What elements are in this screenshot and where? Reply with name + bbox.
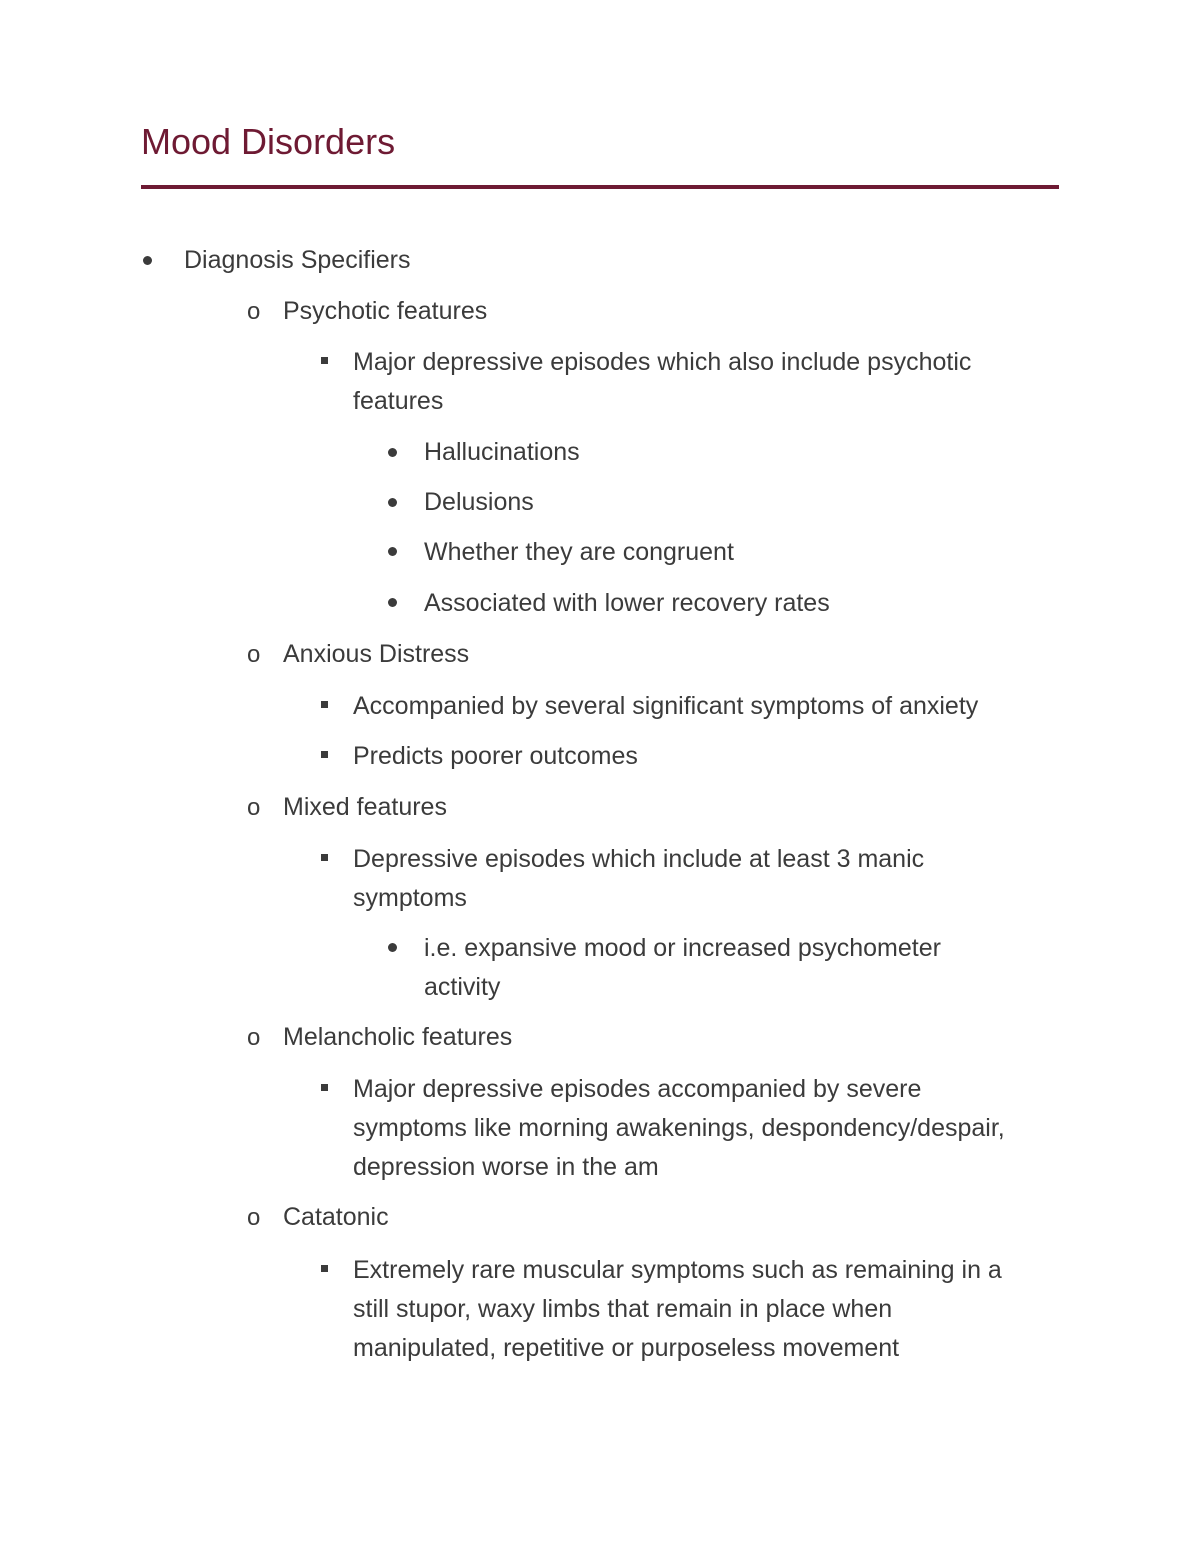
bullet-square-icon: [321, 1084, 328, 1091]
bullet-dot-icon: [388, 547, 397, 556]
catatonic-description-line: Extremely rare muscular symptoms such as remaining in a: [353, 1256, 1002, 1284]
melancholic-description-line: symptoms like morning awakenings, despondency/despair,: [353, 1114, 1005, 1142]
bullet-circle-icon: o: [247, 641, 261, 668]
bullet-square-icon: [321, 357, 328, 364]
mixed-description-line: Depressive episodes which include at least 3 manic: [353, 845, 925, 873]
catatonic-description-line: still stupor, waxy limbs that remain in place when: [353, 1295, 893, 1323]
bullet-dot-icon: [388, 498, 397, 507]
mixed-description-line: symptoms: [353, 884, 467, 912]
outline-heading: Diagnosis Specifiers: [184, 246, 411, 274]
catatonic-description-line: manipulated, repetitive or purposeless movement: [353, 1334, 900, 1362]
specifier-label-anxious: Anxious Distress: [283, 640, 470, 668]
bullet-square-icon: [321, 751, 328, 758]
bullet-circle-icon: o: [247, 298, 261, 325]
specifier-label-mixed: Mixed features: [283, 793, 447, 821]
bullet-square-icon: [321, 701, 328, 708]
bullet-circle-icon: o: [247, 1024, 261, 1051]
bullet-dot-icon: [388, 598, 397, 607]
page-title: Mood Disorders: [141, 121, 396, 162]
bullet-square-icon: [321, 1265, 328, 1272]
bullet-circle-icon: o: [247, 1204, 261, 1231]
bullet-dot-icon: [388, 943, 397, 952]
psychotic-description-line: features: [353, 387, 444, 415]
specifier-label-catatonic: Catatonic: [283, 1203, 389, 1231]
psychotic-description-line: Major depressive episodes which also include psychotic: [353, 348, 972, 376]
psychotic-item: Delusions: [424, 488, 534, 516]
mixed-example-line: activity: [424, 973, 501, 1001]
bullet-square-icon: [321, 854, 328, 861]
bullet-dot-icon: [388, 448, 397, 457]
specifier-label-psychotic: Psychotic features: [283, 297, 488, 325]
psychotic-item: Hallucinations: [424, 438, 580, 466]
psychotic-item: Whether they are congruent: [424, 538, 734, 566]
bullet-circle-icon: o: [247, 794, 261, 821]
mixed-example-line: i.e. expansive mood or increased psychometer: [424, 934, 941, 962]
anxious-item: Accompanied by several significant symptoms of anxiety: [353, 692, 979, 720]
psychotic-item: Associated with lower recovery rates: [424, 589, 830, 617]
bullet-dot-icon: [143, 256, 152, 265]
specifier-label-melancholic: Melancholic features: [283, 1023, 513, 1051]
title-underline-divider: [141, 185, 1059, 189]
melancholic-description-line: depression worse in the am: [353, 1153, 659, 1181]
anxious-item: Predicts poorer outcomes: [353, 742, 638, 770]
melancholic-description-line: Major depressive episodes accompanied by severe: [353, 1075, 922, 1103]
